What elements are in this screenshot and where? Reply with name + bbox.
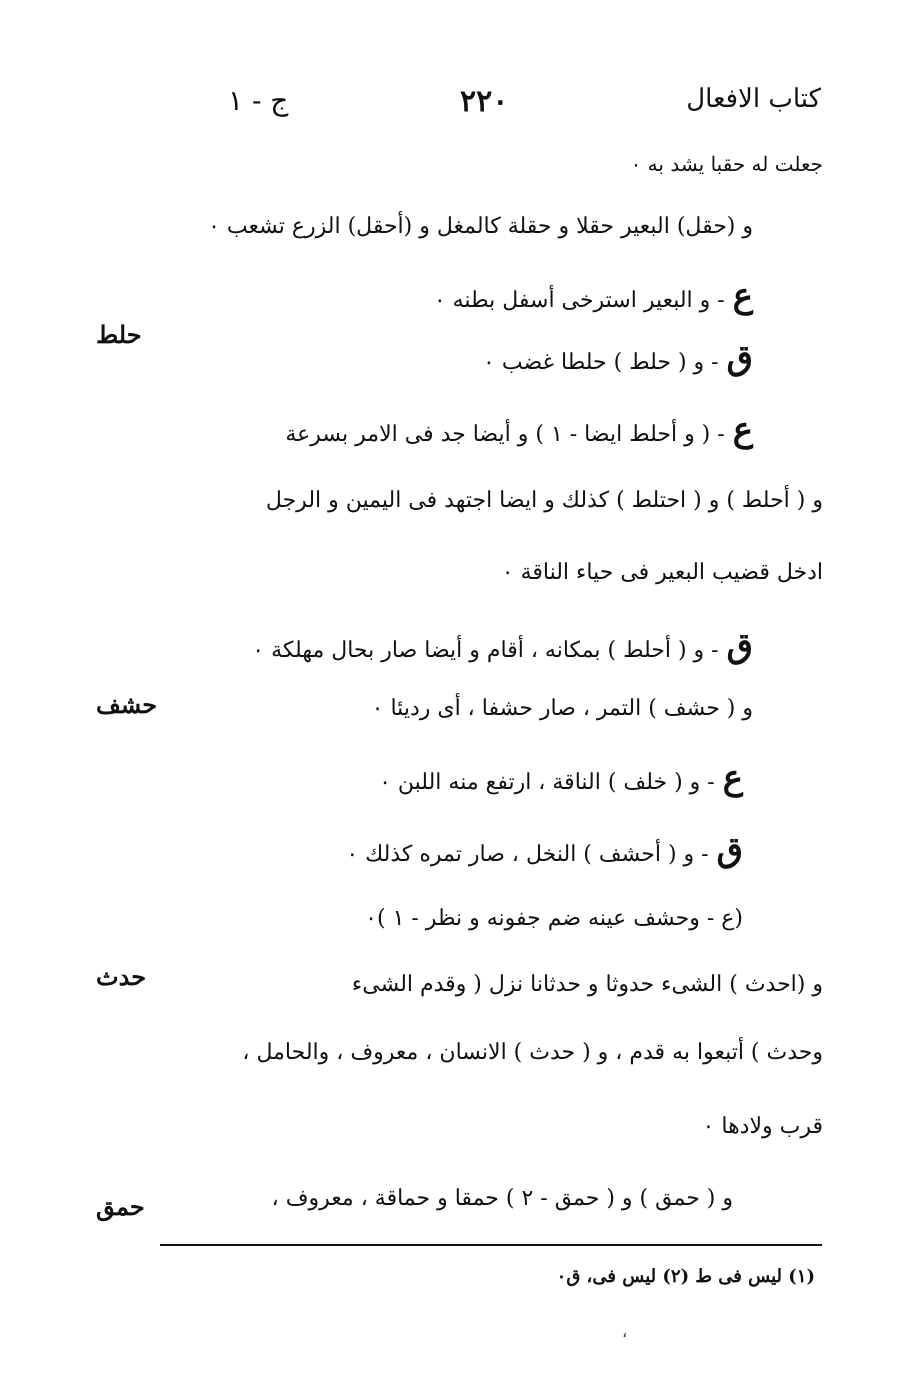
line-text: وحدث ) أتبعوا به قدم ، و ( حدث ) الانسان ، معروف ، والحامل ، xyxy=(242,1040,823,1065)
footnote-divider xyxy=(160,1244,822,1246)
line-text: - و ( أحلط ) بمكانه ، أقام و أيضا صار بحال مهلكة ٠ xyxy=(252,638,719,663)
line-text: و (احدث ) الشىء حدوثا و حدثانا نزل ( وقدم الشىء xyxy=(351,972,823,997)
line-text: - و البعير استرخى أسفل بطنه ٠ xyxy=(433,288,725,313)
text-line xyxy=(252,626,753,666)
margin-root-hashaf: حشف xyxy=(96,690,158,719)
source-mark: ع xyxy=(732,276,753,316)
print-speck: ، xyxy=(622,1322,628,1341)
text-line xyxy=(208,214,753,239)
running-title: كتاب الافعال xyxy=(686,84,821,114)
text-line xyxy=(631,152,823,176)
source-mark: ق xyxy=(726,338,753,378)
margin-root-hadath: حدث xyxy=(96,962,147,991)
line-text: قرب ولادها ٠ xyxy=(702,1114,823,1139)
source-mark: ق xyxy=(716,830,743,870)
margin-root-halat: حلط xyxy=(96,320,142,349)
line-text: - و ( أحشف ) النخل ، صار تمره كذلك ٠ xyxy=(346,842,709,867)
source-mark: ق xyxy=(726,626,753,666)
line-text: - ( و أحلط ايضا - ١ ) و أيضا جد فى الامر بسرعة xyxy=(285,422,725,447)
margin-root-hamaq: حمق xyxy=(96,1192,145,1221)
line-text: و ( حمق ) و ( حمق - ٢ ) حمقا و حماقة ، معروف ، xyxy=(271,1186,733,1211)
source-mark: ع xyxy=(732,410,753,450)
volume-label: ج - ١ xyxy=(228,84,289,117)
line-text: - و ( خلف ) الناقة ، ارتفع منه اللبن ٠ xyxy=(379,770,715,795)
text-line xyxy=(434,276,753,316)
text-line xyxy=(242,1040,823,1065)
text-line xyxy=(483,338,753,378)
text-line xyxy=(346,830,743,870)
line-text: و (حقل) البعير حقلا و حقلة كالمغل و (أحقل) الزرع تشعب ٠ xyxy=(208,214,753,239)
text-line xyxy=(266,488,823,513)
text-line xyxy=(379,758,743,798)
line-text: ادخل قضيب البعير فى حياء الناقة ٠ xyxy=(501,560,823,585)
line-text: و ( حشف ) التمر ، صار حشفا ، أى رديئا ٠ xyxy=(371,696,753,721)
text-line xyxy=(502,560,823,585)
line-text: (ع - وحشف عينه ضم جفونه و نظر - ١ )٠ xyxy=(365,906,743,931)
text-line xyxy=(365,906,743,931)
line-text: جعلت له حقبا يشد به ٠ xyxy=(630,152,823,176)
text-line xyxy=(372,696,753,721)
text-line xyxy=(352,972,823,997)
text-line xyxy=(285,410,753,450)
text-line xyxy=(703,1114,823,1139)
page-number: ٢٢٠ xyxy=(460,84,509,119)
line-text: - و ( حلط ) حلطا غضب ٠ xyxy=(483,350,719,375)
source-mark: ع xyxy=(722,758,743,798)
footnote: (١) ليس فى ط (٢) ليس فى، ق٠ xyxy=(556,1266,815,1287)
text-line xyxy=(272,1186,733,1211)
line-text: و ( أحلط ) و ( احتلط ) كذلك و ايضا اجتهد فى اليمين و الرجل xyxy=(265,488,823,513)
